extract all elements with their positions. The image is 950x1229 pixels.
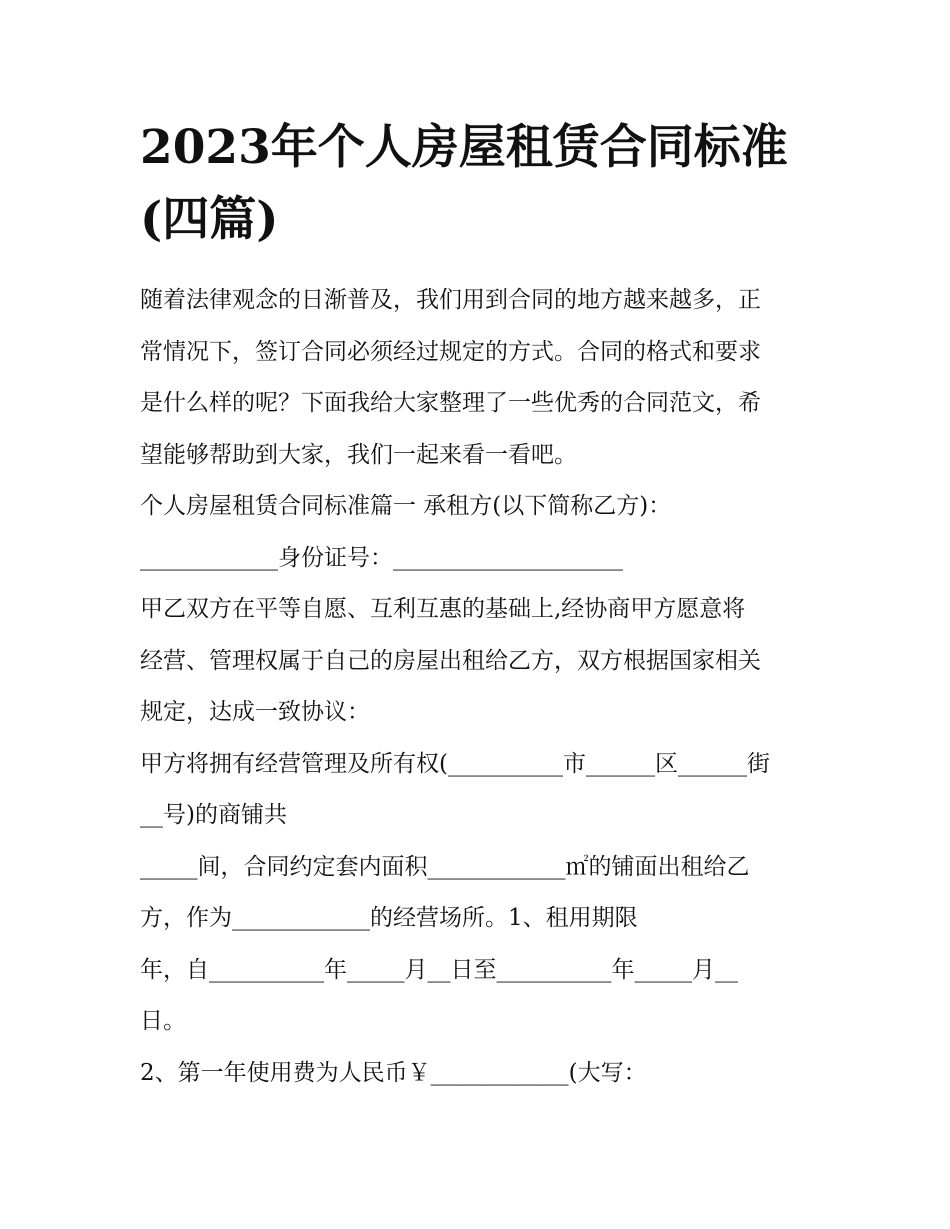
intro-line-3: 是什么样的呢？下面我给大家整理了一些优秀的合同范文，希 [140,390,761,416]
property-line-3: _____间，合同约定套内面积____________㎡的铺面出租给乙 [140,853,750,880]
id-number-line: ____________身份证号：____________________ [140,544,623,571]
title-line-2: (四篇) [140,192,279,247]
fee-line: 2、第一年使用费为人民币￥____________(大写： [140,1059,647,1086]
property-line-2: __号)的商铺共 [140,802,287,828]
property-line-1: 甲方将拥有经营管理及所有权(__________市______区______街 [140,750,770,777]
property-line-4: 方，作为____________的经营场所。1、租用期限 [140,905,638,931]
term-line-1: 年，自__________年_____月__日至__________年_____月__ [140,956,738,983]
document-body [140,275,830,1099]
intro-line-1: 随着法律观念的日渐普及，我们用到合同的地方越来越多，正 [140,287,761,313]
agreement-line-1: 甲乙双方在平等自愿、互利互惠的基础上,经协商甲方愿意将 [140,596,746,622]
intro-line-4: 望能够帮助到大家，我们一起来看一看吧。 [140,441,577,468]
section-heading-line: 个人房屋租赁合同标准篇一 承租方(以下简称乙方)： [140,493,672,519]
agreement-line-2: 经营、管理权属于自己的房屋出租给乙方，双方根据国家相关 [140,647,761,674]
agreement-line-3: 规定，达成一致协议： [140,699,370,725]
document-title [140,112,820,256]
term-line-2: 日。 [140,1008,186,1034]
intro-line-2: 常情况下，签订合同必须经过规定的方式。合同的格式和要求 [140,338,761,365]
title-line-1: 2023年个人房屋租赁合同标准 [140,120,788,175]
